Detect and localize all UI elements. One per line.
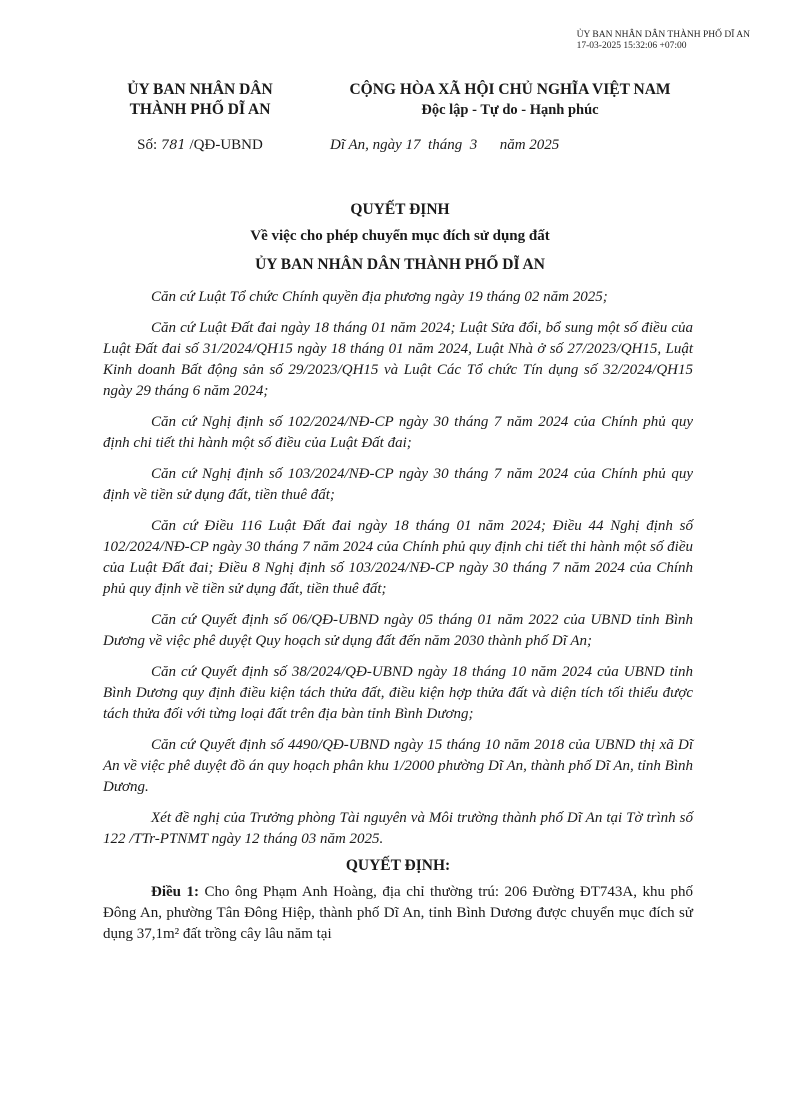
- proposal-paragraph: Xét đề nghị của Trưởng phòng Tài nguyên và Môi trường thành phố Dĩ An tại Tờ trình số 122 /TTr-PTNMT ngày 12 tháng 03 năm 2025.: [103, 810, 693, 847]
- document-number: [100, 137, 300, 154]
- authority-line-2: THÀNH PHỐ DĨ AN: [129, 101, 271, 118]
- document-subject: Về việc cho phép chuyển mục đích sử dụng đất: [250, 228, 550, 244]
- digital-signature-stamp: [577, 30, 750, 52]
- legal-ground: Căn cứ Quyết định số 06/QĐ-UBND ngày 05 tháng 01 năm 2022 của UBND tỉnh Bình Dương về việc phê duyệt Quy hoạch sử dụng đất đến năm 2030 thành phố Dĩ An;: [103, 612, 693, 649]
- stamp-timestamp: 17-03-2025 15:32:06 +07:00: [576, 41, 687, 51]
- legal-ground: Căn cứ Quyết định số 38/2024/QĐ-UBND ngày 18 tháng 10 năm 2024 của UBND tỉnh Bình Dương quy định điều kiện tách thửa đất, điều kiện hợp thửa đất và diện tích tối thiểu được tách thửa đối với từng loại đất trên địa bàn tỉnh Bình Dương;: [103, 664, 693, 722]
- number-suffix: /QĐ-UBND: [189, 137, 263, 153]
- number-value: 781: [160, 138, 186, 153]
- legal-ground: Căn cứ Quyết định số 4490/QĐ-UBND ngày 15 tháng 10 năm 2018 của UBND thị xã Dĩ An về việc phê duyệt đồ án quy hoạch phân khu 1/2000 phường Dĩ An, thành phố Dĩ An, tỉnh Bình Dương.: [103, 737, 693, 795]
- number-label: Số:: [137, 137, 158, 153]
- national-motto: [300, 80, 720, 120]
- motto: Độc lập - Tự do - Hạnh phúc: [421, 102, 599, 118]
- article-1-text: Cho ông Phạm Anh Hoàng, địa chỉ thường trú: 206 Đường ĐT743A, khu phố Đông An, phường Tân Đông Hiệp, thành phố Dĩ An, tỉnh Bình Dương được chuyển mục đích sử dụng 37,1m² đất trồng cây lâu năm tại: [103, 884, 693, 942]
- legal-ground: Căn cứ Luật Đất đai ngày 18 tháng 01 năm 2024; Luật Sửa đổi, bổ sung một số điều của Luật Đất đai số 31/2024/QH15 ngày 18 tháng 01 năm 2024, Luật Nhà ở số 27/2023/QH15, Luật Kinh doanh Bất động sản số 29/2023/QH15 và Luật Các Tổ chức Tín dụng số 32/2024/QH15 ngày 29 tháng 6 năm 2024;: [103, 320, 693, 399]
- decision-heading: QUYẾT ĐỊNH:: [345, 857, 451, 874]
- document-type: QUYẾT ĐỊNH: [350, 201, 450, 218]
- document-header: [100, 80, 720, 160]
- place-and-date: Dĩ An, ngày 17 tháng 3 năm 2025: [330, 137, 560, 153]
- authority-line-1: ỦY BAN NHÂN DÂN: [127, 81, 273, 98]
- legal-ground: Căn cứ Luật Tổ chức Chính quyền địa phương ngày 19 tháng 02 năm 2025;: [151, 289, 608, 305]
- legal-ground: Căn cứ Nghị định số 103/2024/NĐ-CP ngày 30 tháng 7 năm 2024 của Chính phủ quy định về tiền sử dụng đất, tiền thuê đất;: [103, 466, 693, 503]
- country-name: CỘNG HÒA XÃ HỘI CHỦ NGHĨA VIỆT NAM: [349, 81, 671, 98]
- article-1: [103, 882, 693, 945]
- issuing-body: ỦY BAN NHÂN DÂN THÀNH PHỐ DĨ AN: [255, 256, 545, 273]
- document-body: [103, 287, 693, 945]
- stamp-org: ỦY BAN NHÂN DÂN THÀNH PHỐ DĨ AN: [576, 30, 750, 40]
- article-1-label: Điều 1:: [151, 884, 199, 900]
- legal-ground: Căn cứ Nghị định số 102/2024/NĐ-CP ngày 30 tháng 7 năm 2024 của Chính phủ quy định chi tiết thi hành một số điều của Luật Đất đai;: [103, 414, 693, 451]
- document-title-block: [100, 198, 700, 280]
- issuing-authority: [100, 80, 300, 120]
- legal-ground: Căn cứ Điều 116 Luật Đất đai ngày 18 tháng 01 năm 2024; Điều 44 Nghị định số 102/2024/NĐ-CP ngày 30 tháng 7 năm 2024 của Chính phủ quy định chi tiết thi hành một số điều của Luật Đất đai; Điều 8 Nghị định số 103/2024/NĐ-CP ngày 30 tháng 7 năm 2024 của Chính phủ quy định về tiền sử dụng đất, tiền thuê đất;: [103, 518, 693, 597]
